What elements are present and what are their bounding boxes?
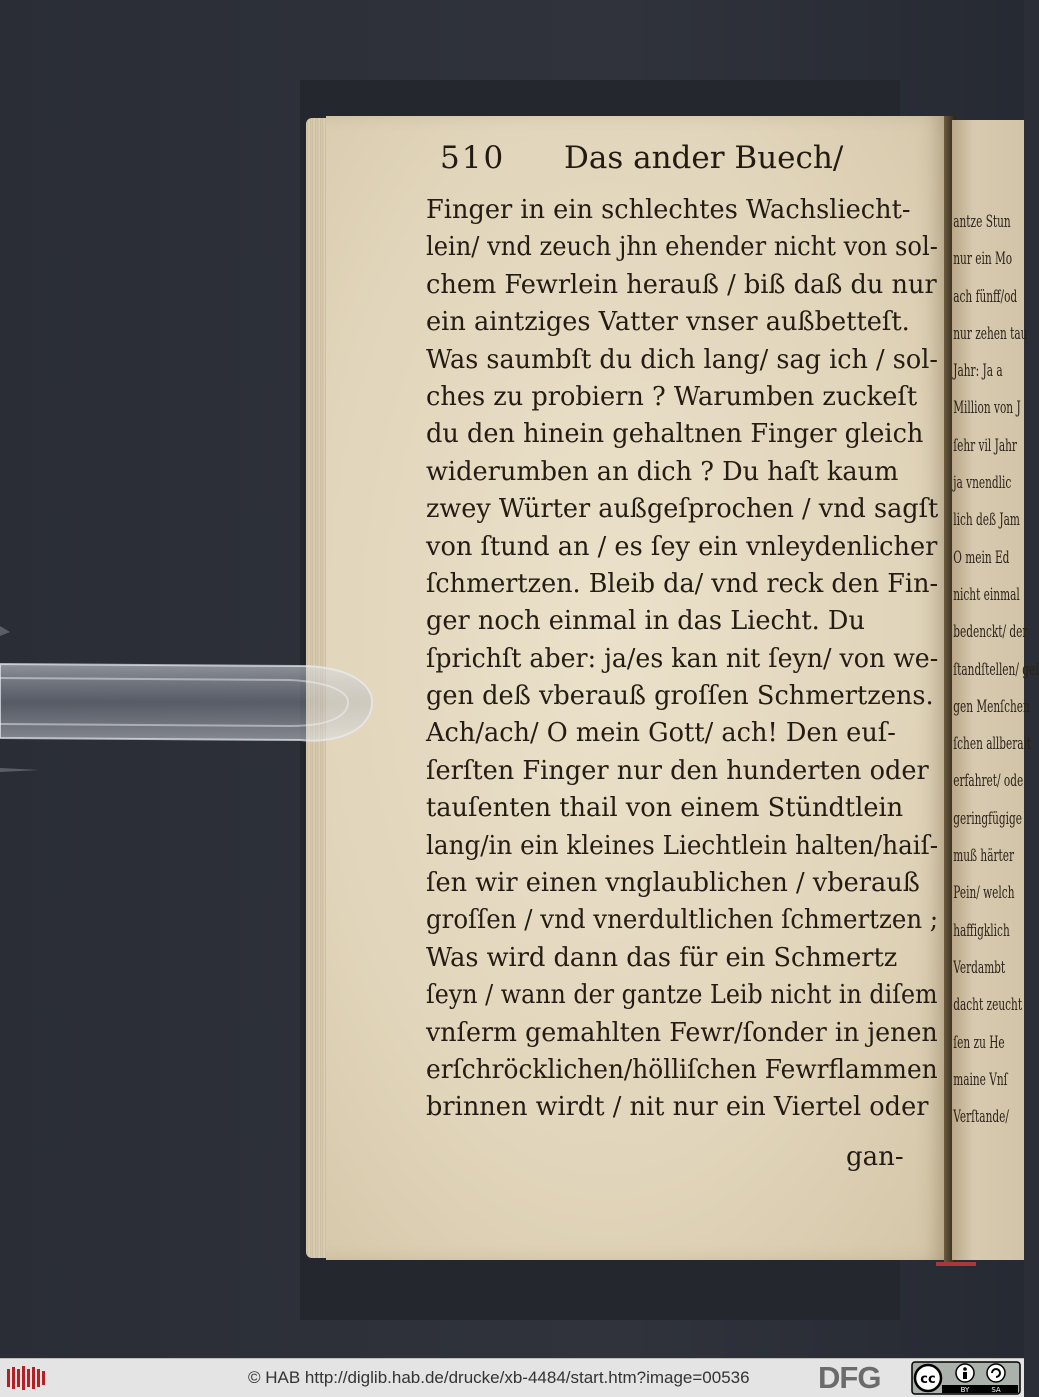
text-line: gen deß vberauß groſſen Schmertzens. [426,681,934,712]
facing-text-line: ſtandſtellen/ geſ [953,659,1039,680]
text-line: ſeyn / wann der gantze Leib nicht in diſem [426,980,938,1011]
facing-text-line: ja vnendlic [953,473,1012,494]
text-line: ſchmertzen. Bleib da/ vnd reck den Fin- [426,568,939,599]
text-line: Finger in ein schlechtes Wachsliecht- [426,195,911,225]
text-line: ches zu probiern ? Warumben zuckeſt [426,381,918,412]
facing-text-line: muß härter [953,846,1015,867]
facing-text-line: dacht zeucht [953,995,1023,1016]
red-page-edge [936,1262,976,1266]
running-title: Das ander Buech/ [564,140,844,176]
facing-text-line: antze Stun [953,212,1011,232]
facing-text-line: Pein/ welch [953,883,1015,904]
facing-text-line: ach fünff/od [953,286,1018,307]
body-text [426,192,946,1127]
text-line: vnſerm gemahlten Fewr/ſonder in jenen [426,1017,938,1048]
page-header [440,140,844,186]
facing-text-line: O mein Ed [953,547,1010,568]
facing-text-line: nur zehen tau [953,323,1028,344]
text-line: widerumben an dich ? Du haſt kaum [426,456,899,487]
text-line: erſchröcklichen/hölliſchen Fewrflammen [426,1054,938,1085]
facing-text-line: Million von J [953,398,1021,419]
facing-text-line: lich deß Jam [953,510,1020,531]
text-line: tauſenten thail von einem Stündtlein [426,793,904,824]
text-line: von ſtund an / es ſey ein vnleydenlicher [426,531,938,562]
facing-text-line: geringfügige [953,808,1022,829]
cc-by-sa-badge [912,1362,1020,1394]
text-line: ger noch einmal in das Liecht. Du [426,606,865,637]
cc-by-label: BY [960,1386,970,1394]
facing-page [952,120,1039,1260]
text-line: Ach/ach/ O mein Gott/ ach! Den euſ- [426,718,896,749]
facing-text-line: nur ein Mo [953,249,1013,270]
dfg-logo: DFG [818,1360,881,1395]
facing-text-line: Verdambt [953,957,1006,978]
facing-page-text [952,204,1039,1136]
text-line: Was saumbſt du dich lang/ sag ich / sol- [426,344,938,375]
text-line: lang/in ein kleines Liechtlein halten/haiſ- [426,830,939,861]
facing-text-line: maine Vnſ [953,1069,1008,1090]
text-line: groſſen / vnd vnerdultlichen ſchmertzen ; [426,905,939,936]
text-line: ſprichſt aber: ja/es kan nit ſeyn/ von we- [426,643,939,674]
text-line: du den hinein gehaltnen Finger gleich [426,419,924,450]
text-line: chem Fewrlein herauß / biß daß du nur [426,269,937,300]
facing-text-line: ſchen allberait [953,734,1032,755]
text-line: ſerſten Finger nur den hunderten oder [426,755,929,786]
text-line: zwey Würter außgeſprochen / vnd sagſt [426,494,939,525]
svg-text:cc: cc [920,1372,936,1387]
facing-text-line: bedenckt/ der [953,622,1028,643]
text-line: ſen wir einen vnglaublichen / vberauß [426,868,920,899]
facing-text-line: Jahr: Ja a [953,361,1003,382]
facing-text-line: gen Menſchen [953,696,1030,717]
text-line: Was wird dann das für ein Schmertz [426,942,898,973]
facing-text-line: erfahret/ ode [953,771,1024,792]
hab-logo-icon [6,1365,50,1391]
cc-sa-label: SA [991,1386,1001,1394]
page-clip [0,622,380,772]
source-credit-link[interactable]: © HAB http://diglib.hab.de/drucke/xb-4484/start.htm?image=00536 [248,1368,750,1387]
facing-text-line: haffigklich [953,920,1010,941]
facing-text-line: ſen zu He [953,1032,1005,1053]
text-line: brinnen wirdt / nit nur ein Viertel oder [426,1092,929,1123]
text-line: lein/ vnd zeuch jhn ehender nicht von sol- [426,232,938,263]
footer-bar [0,1358,1024,1397]
facing-text-line: ſehr vil Jahr [953,435,1017,456]
facing-text-line: Verſtande/ [953,1107,1009,1128]
facing-text-line: nicht einmal [953,584,1020,605]
page-number: 510 [440,140,506,176]
catchword: gan- [846,1142,904,1172]
text-line: ein aintziges Vatter vnser außbetteſt. [426,307,910,338]
